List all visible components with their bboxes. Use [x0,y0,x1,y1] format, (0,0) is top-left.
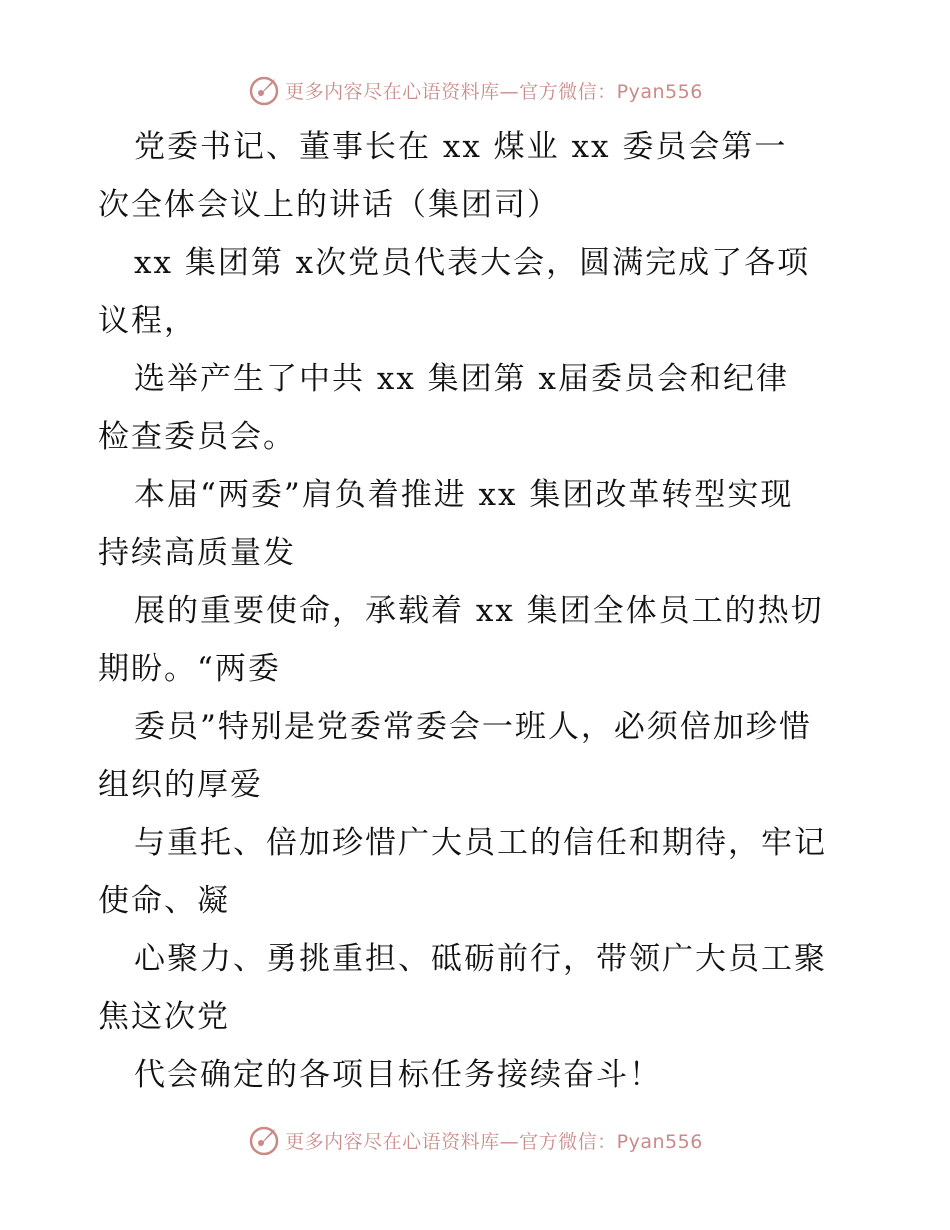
quill-seal-icon [247,1123,281,1157]
para-4-line-2: 持续高质量发 [98,535,296,571]
para-6-line-2: 组织的厚爱 [98,767,263,803]
para-8-line-1: 心聚力、勇挑重担、砥砺前行，带领广大员工聚 [134,941,827,977]
watermark-header [0,70,950,110]
para-2-line-1: xx 集团第 x次党员代表大会，圆满完成了各项 [134,245,811,281]
para-3-line-1: 选举产生了中共 xx 集团第 x届委员会和纪律 [134,361,790,397]
quill-seal-icon [247,73,281,107]
para-8-line-2: 焦这次党 [98,999,230,1035]
watermark-text: 更多内容尽在心语资料库—官方微信：Pyan556 [285,80,703,103]
para-7-line-2: 使命、凝 [98,883,230,919]
para-5-line-1: 展的重要使命，承载着 xx 集团全体员工的热切 [134,593,824,629]
watermark-text: 更多内容尽在心语资料库—官方微信：Pyan556 [285,1130,703,1153]
para-9-line-1: 代会确定的各项目标任务接续奋斗！ [134,1057,662,1093]
watermark-footer [0,1120,950,1160]
para-5-line-2: 期盼。“两委 [98,651,281,687]
para-3-line-2: 检查委员会。 [98,419,296,455]
para-1-line-1: 党委书记、董事长在 xx 煤业 xx 委员会第一 [134,129,788,165]
para-7-line-1: 与重托、倍加珍惜广大员工的信任和期待，牢记 [134,825,827,861]
para-6-line-1: 委员”特别是党委常委会一班人，必须倍加珍惜 [134,709,812,745]
document-body [98,118,858,1104]
para-1-line-2: 次全体会议上的讲话（集团司） [98,187,560,223]
para-2-line-2: 议程， [98,303,197,339]
para-4-line-1: 本届“两委”肩负着推进 xx 集团改革转型实现 [134,477,794,513]
